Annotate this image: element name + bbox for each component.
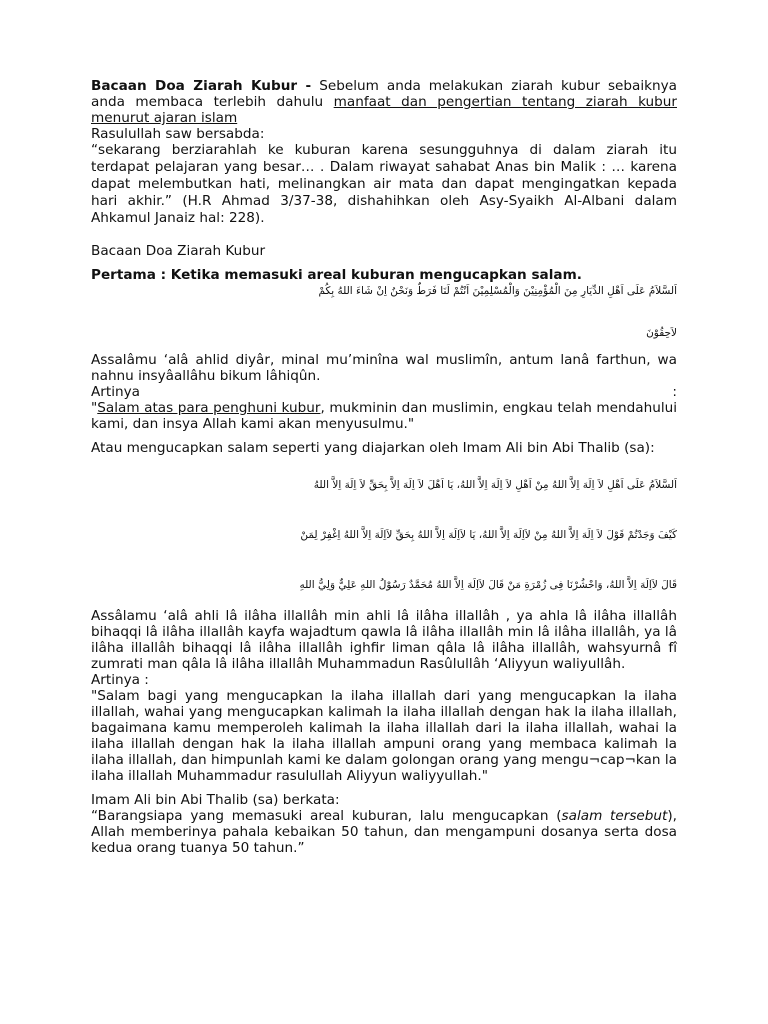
intro-text: Sebelum anda melakukan ziarah kubur sebaiknya anda membaca terlebih dahulu xyxy=(91,78,677,110)
document-page xyxy=(91,78,677,856)
intro-link[interactable]: manfaat dan pengertian tentang ziarah kubur menurut ajaran islam xyxy=(91,94,677,126)
first-arabic-line-1: اَلسَّلاَمُ عَلَى اَهْلِ الدِّيَارِ مِنَ الْمُؤْمِنِيْنَ وَالْمُسْلِمِيْنَ اَنْتُمْ لَنَا فَرَطٌ وَنَحْنُ اِنْ شَاءَ اللهُ بِكُمْ xyxy=(318,285,677,297)
second-latin: Assâlamu ‘alâ ahli lâ ilâha illallâh min ahli lâ ilâha illallâh , ya ahla lâ ilâha illallâh bihaqqi lâ ilâha illallâh kayfa wajadtum qawla lâ ilâha illallâh min lâ ilâha illallâh, ya lâ ilâha illallâh bihaqqi lâ ilâha illallâh ighfir liman qâla lâ ilâha illallâh, wahsyurnâ fî zumrati man qâla lâ ilâha illallâh Muhammadun Rasûlullâh ‘Aliyyun waliyullâh. xyxy=(91,608,677,672)
first-meaning-rest: , mukminin dan muslimin, engkau telah mendahului kami, dan insya Allah kami akan menyusulmu." xyxy=(91,400,677,432)
rasul-line: Rasulullah saw bersabda: xyxy=(91,126,265,142)
closing-line: Imam Ali bin Abi Thalib (sa) berkata: xyxy=(91,792,340,808)
first-artinya-colon: : xyxy=(672,384,677,400)
hadith-paragraph: “sekarang berziarahlah ke kuburan karena sesungguhnya di dalam ziarah itu terdapat pelajaran yang besar… . Dalam riwayat sahabat Anas bin Malik : … karena dapat melembutkan hati, melinangkan air mata dan dapat mengingatkan kepada hari akhir.” (H.R Ahmad 3/37-38, dishahihkan oleh Asy-Syaikh Al-Albani dalam Ahkamul Janaiz hal: 228). xyxy=(91,142,677,226)
first-arabic-line-2: لاَحِقُوْنَ xyxy=(646,327,677,339)
intro-title: Bacaan Doa Ziarah Kubur - xyxy=(91,78,312,94)
closing-quote-italic: salam tersebut xyxy=(561,808,668,824)
second-intro: Atau mengucapkan salam seperti yang diajarkan oleh Imam Ali bin Abi Thalib (sa): xyxy=(91,440,655,456)
second-arabic-line-3: قَالَ لاَاِلَهَ اِلاَّ اللهُ، وَاحْشُرْنَا فِى زُمْرَةِ مَنْ قَالَ لاَاِلَهَ اِلاَّ اللهُ مُحَمَّدٌ رَسُوْلُ اللهِ عَلِيٌّ وَلِيُّ اللهِ xyxy=(299,579,677,591)
second-arabic-line-1: اَلسَّلاَمُ عَلَى اَهْلِ لاَ اِلَهَ اِلاَّ اللهُ مِنْ اَهْلِ لاَ اِلَهَ اِلاَّ اللهُ، يَا اَهْلَ لاَ اِلَهَ اِلاَّ بِحَقِّ لاَ اِلَهَ اِلاَّ اللهُ xyxy=(313,479,677,491)
first-heading: Pertama : Ketika memasuki areal kuburan mengucapkan salam. xyxy=(91,267,582,283)
intro-paragraph xyxy=(91,78,677,126)
second-arabic-line-2: كَيْفَ وَجَدْتُمْ قَوْلَ لاَ اِلَهَ اِلاَّ اللهُ مِنْ لاَاِلَهَ اِلاَّ اللهُ، يَا لاَاِلَهَ اِلاَّ اللهُ بِحَقِّ لاَاِلَهَ اِلاَّ اللهُ اِغْفِرْ لِمَنْ xyxy=(300,529,677,541)
first-artinya-label: Artinya xyxy=(91,384,140,400)
closing-quote-start: “Barangsiapa yang memasuki areal kuburan, lalu mengucapkan ( xyxy=(91,808,562,824)
second-artinya-label: Artinya : xyxy=(91,672,149,688)
first-latin: Assalâmu ‘alâ ahlid diyâr, minal mu’minîna wal muslimîn, antum lanâ farthun, wa nahnu insyâallâhu bikum lâhiqûn. xyxy=(91,352,677,384)
closing-quote xyxy=(91,808,677,856)
second-meaning: "Salam bagi yang mengucapkan la ilaha illallah dari yang mengucapkan la ilaha illallah, wahai yang mengucapkan kalimah la ilaha illallah dengan hak la ilaha illallah, bagaimana kamu memperoleh kalimah la ilaha illallah dari la ilaha illallah, wahai la ilaha illallah dengan hak la ilaha illallah ampuni orang yang membaca kalimah la ilaha illallah, dan himpunlah kami ke dalam golongan orang yang mengu¬cap¬kan la ilaha illallah Muhammadur rasulullah Aliyyun waliyyullah." xyxy=(91,688,677,784)
first-meaning-link[interactable]: Salam atas para penghuni kubur xyxy=(97,400,321,416)
section-title: Bacaan Doa Ziarah Kubur xyxy=(91,243,266,259)
first-artinya-row xyxy=(91,384,677,400)
closing-quote-end: ), Allah memberinya pahala kebaikan 50 tahun, dan mengampuni dosanya serta dosa kedua orang tuanya 50 tahun.” xyxy=(91,808,677,856)
first-meaning: "Salam atas para penghuni kubur, mukminin dan muslimin, engkau telah mendahului kami, dan insya Allah kami akan menyusulmu." xyxy=(91,400,677,432)
